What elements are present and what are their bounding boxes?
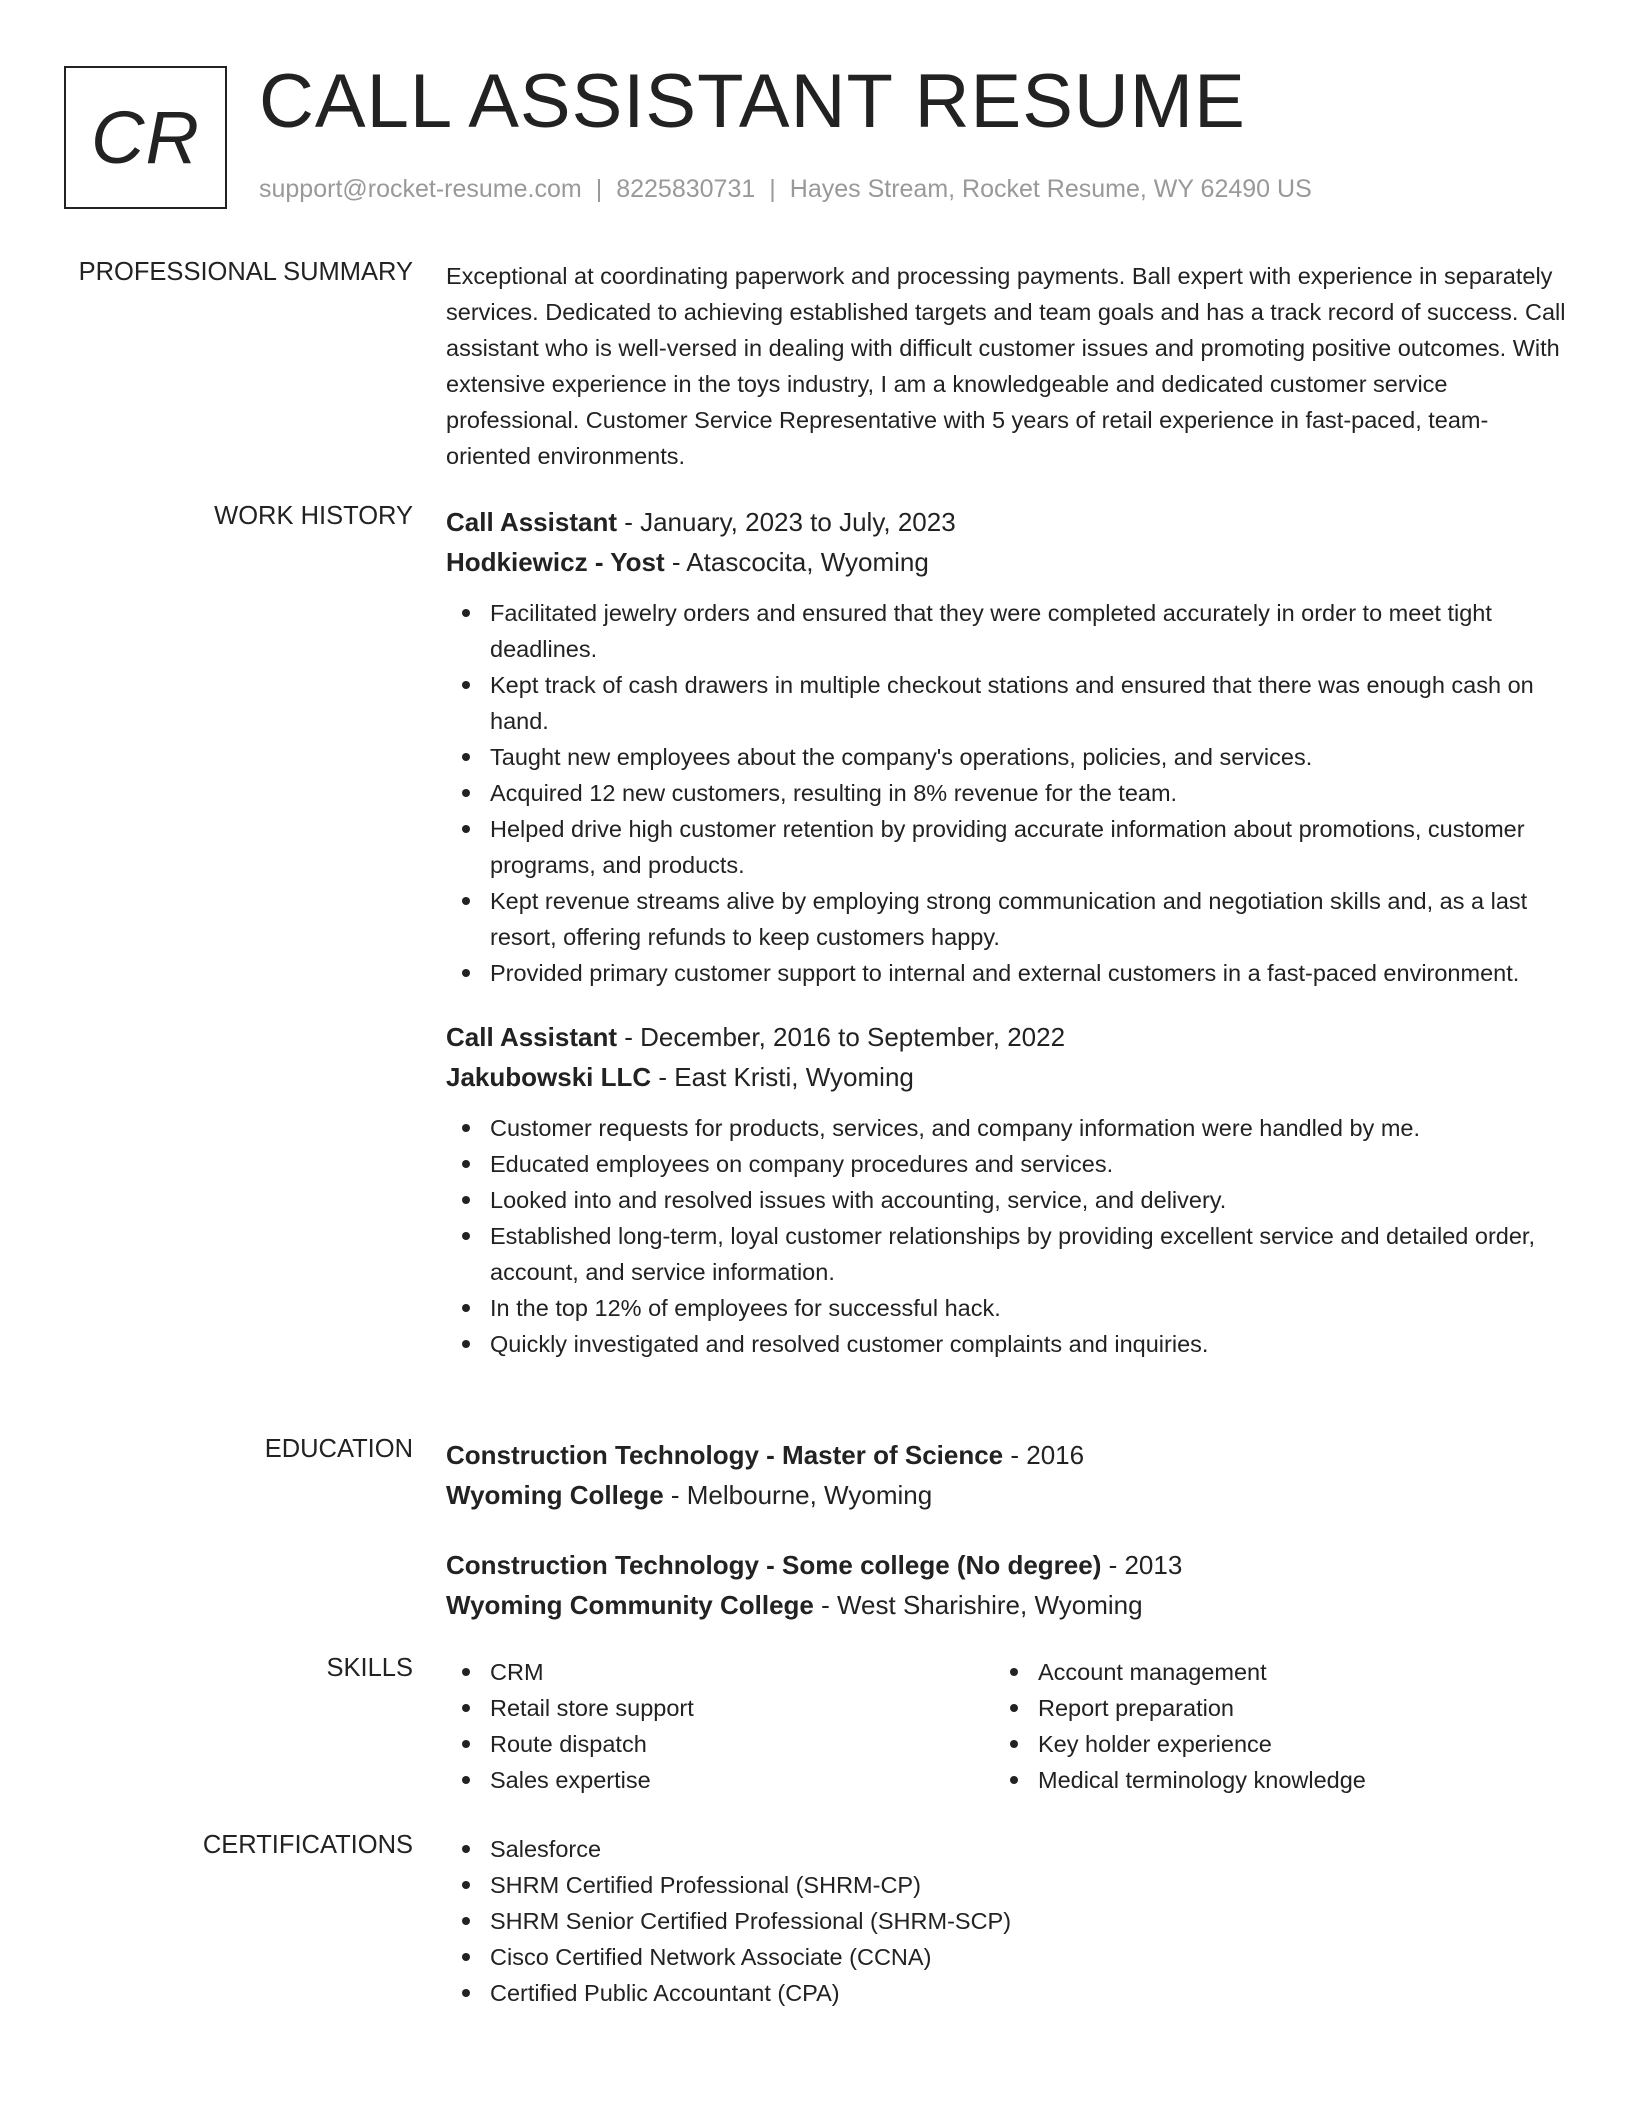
- list-item: Kept revenue streams alive by employing strong communication and negotiation skills and, as a last resort, offering refunds to keep customers happy.: [446, 883, 1566, 955]
- summary-text: Exceptional at coordinating paperwork and processing payments. Ball expert with experience in separately services. Dedicated to achieving established targets and team goals and has a track record of success. Call assistant who is well-versed in dealing with difficult customer issues and promoting positive outcomes. With extensive experience in the toys industry, I am a knowledgeable and dedicated customer service professional. Customer Service Representative with 5 years of retail experience in fast-paced, team-oriented environments.: [446, 263, 1566, 469]
- job-title-line: [446, 502, 1566, 542]
- job-company-line: [446, 1057, 1566, 1097]
- certifications-heading: CERTIFICATIONS: [202, 1831, 413, 1859]
- list-item: In the top 12% of employees for successful hack.: [446, 1290, 1566, 1326]
- degree-name: Construction Technology - Some college (No degree): [446, 1550, 1102, 1580]
- skills-list-left: [446, 1654, 994, 1798]
- job-company: Jakubowski LLC: [446, 1062, 652, 1092]
- school-name: Wyoming Community College: [446, 1590, 814, 1620]
- contact-phone: 8225830731: [616, 175, 756, 203]
- job-entry: [446, 502, 1566, 991]
- skills-body: [446, 1654, 1566, 1798]
- contact-address: Hayes Stream, Rocket Resume, WY 62490 US: [789, 175, 1312, 203]
- list-item: Provided primary customer support to internal and external customers in a fast-paced environment.: [446, 955, 1566, 991]
- degree-line: [446, 1435, 1566, 1475]
- list-item: SHRM Senior Certified Professional (SHRM-SCP): [446, 1903, 1566, 1939]
- list-item: Certified Public Accountant (CPA): [446, 1975, 1566, 2011]
- education-entry: [446, 1435, 1566, 1515]
- skills-columns: [446, 1654, 1566, 1798]
- job-location: - Atascocita, Wyoming: [664, 547, 929, 577]
- list-item: Report preparation: [994, 1690, 1542, 1726]
- work-history-heading: WORK HISTORY: [214, 502, 413, 530]
- degree-name: Construction Technology - Master of Science: [446, 1440, 1004, 1470]
- job-dates: - December, 2016 to September, 2022: [616, 1022, 1066, 1052]
- list-item: Acquired 12 new customers, resulting in 8% revenue for the team.: [446, 775, 1566, 811]
- skills-list-right: [994, 1654, 1542, 1798]
- list-item: Key holder experience: [994, 1726, 1542, 1762]
- skills-heading: SKILLS: [326, 1654, 413, 1682]
- job-title: Call Assistant: [446, 1022, 617, 1052]
- work-history-body: [446, 502, 1566, 1362]
- list-item: Customer requests for products, services, and company information were handled by me.: [446, 1110, 1566, 1146]
- list-item: CRM: [446, 1654, 994, 1690]
- summary-heading: PROFESSIONAL SUMMARY: [78, 258, 413, 286]
- monogram-badge: [64, 66, 227, 209]
- monogram-initials: CR: [91, 96, 200, 179]
- list-item: Educated employees on company procedures and services.: [446, 1146, 1566, 1182]
- job-company-line: [446, 542, 1566, 582]
- certifications-list: [446, 1831, 1566, 2011]
- resume-title: CALL ASSISTANT RESUME: [259, 59, 1246, 144]
- list-item: Quickly investigated and resolved customer complaints and inquiries.: [446, 1326, 1566, 1362]
- list-item: Route dispatch: [446, 1726, 994, 1762]
- degree-year: - 2016: [1003, 1440, 1085, 1470]
- list-item: Medical terminology knowledge: [994, 1762, 1542, 1798]
- school-location: - Melbourne, Wyoming: [663, 1480, 933, 1510]
- degree-line: [446, 1545, 1566, 1585]
- list-item: Retail store support: [446, 1690, 994, 1726]
- list-item: Cisco Certified Network Associate (CCNA): [446, 1939, 1566, 1975]
- list-item: Established long-term, loyal customer relationships by providing excellent service and detailed order, account, and service information.: [446, 1218, 1566, 1290]
- school-name: Wyoming College: [446, 1480, 664, 1510]
- list-item: Looked into and resolved issues with accounting, service, and delivery.: [446, 1182, 1566, 1218]
- list-item: SHRM Certified Professional (SHRM-CP): [446, 1867, 1566, 1903]
- education-body: [446, 1435, 1566, 1625]
- job-title: Call Assistant: [446, 507, 617, 537]
- job-title-line: [446, 1017, 1566, 1057]
- certifications-body: [446, 1831, 1566, 2011]
- contact-email: support@rocket-resume.com: [259, 175, 582, 203]
- contact-line: [259, 175, 1312, 204]
- contact-separator: |: [769, 175, 776, 203]
- school-line: [446, 1585, 1566, 1625]
- list-item: Taught new employees about the company's operations, policies, and services.: [446, 739, 1566, 775]
- list-item: Kept track of cash drawers in multiple checkout stations and ensured that there was enough cash on hand.: [446, 667, 1566, 739]
- list-item: Facilitated jewelry orders and ensured that they were completed accurately in order to meet tight deadlines.: [446, 595, 1566, 667]
- list-item: Sales expertise: [446, 1762, 994, 1798]
- job-bullets: [446, 1110, 1566, 1362]
- list-item: Account management: [994, 1654, 1542, 1690]
- job-bullets: [446, 595, 1566, 991]
- education-entry: [446, 1545, 1566, 1625]
- education-heading: EDUCATION: [264, 1435, 413, 1463]
- degree-year: - 2013: [1101, 1550, 1183, 1580]
- job-company: Hodkiewicz - Yost: [446, 547, 665, 577]
- job-entry: [446, 1017, 1566, 1362]
- list-item: Salesforce: [446, 1831, 1566, 1867]
- job-dates: - January, 2023 to July, 2023: [616, 507, 956, 537]
- contact-separator: |: [595, 175, 603, 203]
- school-location: - West Sharishire, Wyoming: [813, 1590, 1143, 1620]
- job-location: - East Kristi, Wyoming: [651, 1062, 914, 1092]
- school-line: [446, 1475, 1566, 1515]
- list-item: Helped drive high customer retention by providing accurate information about promotions, customer programs, and products.: [446, 811, 1566, 883]
